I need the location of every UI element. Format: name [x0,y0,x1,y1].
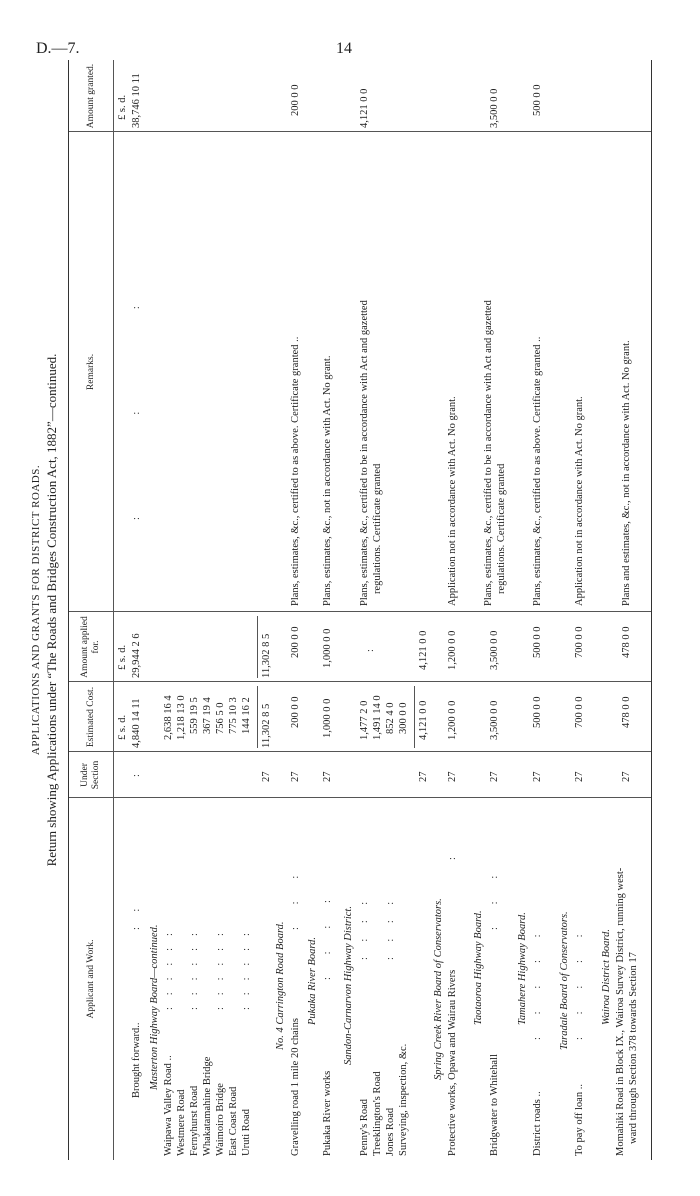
section-value: 27 [290,771,301,782]
sandon-total-applied: 4,121 0 0 [418,630,429,670]
applied-value: 478 0 0 [621,626,632,658]
header-estimated: Estimated Cost. [85,686,96,748]
sandon-total-cost: 4,121 0 0 [418,700,429,740]
header-applied: Amount applied for. [80,616,101,678]
sum-rule [257,686,258,748]
item-cost: 559 19 5 [189,697,200,734]
section-value: 27 [574,771,585,782]
work-description: Momahiki Road in Block IX., Wairoa Survey District, running west- [615,867,626,1156]
leader-dots: : : : : : [574,933,585,1040]
cost-value: 3,500 0 0 [489,700,500,740]
board-tamahere: Tamahere Highway Board. [517,912,528,1025]
masterton-total-cost: 11,302 8 5 [261,703,272,748]
brought-forward-applied: 29,944 2 6 [131,633,142,678]
work-description: Protective works, Opawa and Wairau Rivers [447,969,458,1156]
item-cost: 367 19 4 [202,697,213,734]
remarks-text: Plans and estimates, &c., not in accordance with Act. No grant. [621,340,632,606]
item-cost: 1,491 14 0 [372,695,383,740]
col-divider [69,751,651,752]
granted-value: 500 0 0 [532,84,543,116]
header-granted: Amount granted. [85,63,96,129]
list-item: Westmere Road [176,1089,187,1156]
leader-dots: : [447,856,458,860]
leader-dots: : : : : : : [241,932,252,1010]
work-description: District roads .. [532,1091,543,1156]
section-value: 27 [322,771,333,782]
header-applicant: Applicant and Work. [85,939,96,1019]
remarks-text: Plans, estimates, &c., certified to be in accordance with Act and gazetted [359,300,370,606]
list-item: Surveying, inspection, &c. [398,1043,409,1156]
table-subtitle: Return showing Applications under “The Roads and Bridges Construction Act, 1882”—continued. [44,353,59,867]
board-spring-creek: Spring Creek River Board of Conservators. [433,898,444,1080]
section-value: 27 [489,771,500,782]
list-item: Uruti Road [241,1109,252,1156]
leader-dots: : [131,773,142,777]
list-item: Treeklington's Road [372,1071,383,1156]
col-divider [69,611,651,612]
header-section: Under Section [80,760,101,790]
work-description: ward through Section 378 towards Section 17 [628,952,639,1144]
list-item: Jones Road [385,1107,396,1156]
cost-value: 478 0 0 [621,696,632,728]
col-divider [69,681,651,682]
work-description: Gravelling road 1 mile 20 chains [290,1018,301,1156]
applied-value: 500 0 0 [532,626,543,658]
section-value: 27 [621,771,632,782]
list-item: East Coast Road [228,1086,239,1156]
table-title: APPLICATIONS AND GRANTS FOR DISTRICT ROADS. [30,464,42,756]
sum-rule [257,616,258,678]
masterton-total-applied: 11,302 8 5 [261,633,272,678]
brought-forward-granted: 38,746 10 11 [131,73,142,128]
brought-forward-estimated: 4,840 14 11 [131,698,142,748]
remarks-text: Application not in accordance with Act. No grant. [447,396,458,606]
section-value: 27 [418,771,429,782]
list-item: Fernyhurst Road [189,1085,200,1156]
list-item: Whakatamahine Bridge [202,1056,213,1156]
remarks-text: regulations. Certificate granted [372,463,383,594]
section-value: 27 [261,771,272,782]
leader-dots: : [365,649,376,652]
header-remarks: Remarks. [85,353,96,391]
board-pukaka: Pukaka River Board. [307,937,318,1025]
item-cost: 1,477 2 0 [359,700,370,740]
applied-value: 200 0 0 [290,626,301,658]
page-reference: D.—7. [36,40,80,57]
leader-dots: : : : [489,874,500,930]
granted-value: 3,500 0 0 [489,88,500,128]
leader-dots: : : : : : : [164,932,175,1010]
currency-header-applied: £ s. d. [117,644,128,670]
list-item: Waimoiro Bridge [215,1083,226,1156]
item-cost: 300 0 0 [398,702,409,734]
cost-value: 1,200 0 0 [447,700,458,740]
applied-value: 700 0 0 [574,626,585,658]
sum-rule [414,686,415,748]
section-value: 27 [532,771,543,782]
leader-dots: : : : : [359,900,370,960]
board-wairoa: Wairoa District Board. [601,929,612,1025]
remarks-text: Plans, estimates, &c., not in accordance with Act. No grant. [322,355,333,606]
board-carrington: No. 4 Carrington Road Board. [275,921,286,1050]
leader-dots: : : : [290,874,301,930]
leader-dots: : : : [131,305,142,520]
leader-dots: : : [131,907,142,930]
applied-value: 3,500 0 0 [489,630,500,670]
leader-dots: : : : : [322,899,333,980]
work-description: Pukaka River works [322,1070,333,1156]
board-sandon: Sandon-Carnarvon Highway District. [343,906,354,1065]
rotated-table-page [30,60,690,1160]
leader-dots: : : : : : : [189,932,200,1010]
leader-dots: : : : : [385,900,396,960]
granted-value: 200 0 0 [290,84,301,116]
cost-value: 500 0 0 [532,696,543,728]
applied-value: 1,200 0 0 [447,630,458,670]
remarks-text: Plans, estimates, &c., certified to be in accordance with Act and gazetted [483,300,494,606]
board-masterton: Masterton Highway Board—continued. [149,924,160,1090]
item-cost: 2,638 16 4 [163,695,174,740]
currency-header-estimated: £ s. d. [117,714,128,740]
col-divider [69,131,651,132]
work-description: Bridgwater to Whitehall [489,1054,500,1156]
board-taotaoroa: Taotaoroa Highway Board. [473,910,484,1025]
leader-dots: : : : : : [532,933,543,1040]
granted-value: 4,121 0 0 [359,88,370,128]
header-separator [113,60,114,1160]
item-cost: 852 4 0 [385,702,396,734]
cost-value: 1,000 0 0 [322,698,333,738]
section-value: 27 [447,771,458,782]
remarks-text: regulations. Certificate granted [496,463,507,594]
brought-forward-label: Brought forward.. [131,1022,142,1098]
remarks-text: Plans, estimates, &c., certified to as above. Certificate granted .. [290,336,301,606]
item-cost: 775 10 3 [228,697,239,734]
cost-value: 200 0 0 [290,696,301,728]
grants-table [68,60,652,1160]
page-number: 14 [336,40,352,57]
currency-header-granted: £ s. d. [117,94,128,120]
list-item: Penny's Road [359,1098,370,1156]
cost-value: 700 0 0 [574,696,585,728]
leader-dots: : : : : : : [215,932,226,1010]
remarks-text: Plans, estimates, &c., certified to as above. Certificate granted .. [532,336,543,606]
board-taradale: Taradale Board of Conservators. [559,911,570,1050]
applied-value: 1,000 0 0 [322,628,333,668]
item-cost: 1,218 13 0 [176,695,187,740]
list-item: Waipawa Valley Road .. [163,1055,174,1156]
work-description: To pay off loan .. [574,1084,585,1156]
item-cost: 756 5 0 [215,702,226,734]
col-divider [69,797,651,798]
item-cost: 144 16 2 [241,697,252,734]
remarks-text: Application not in accordance with Act. No grant. [574,396,585,606]
